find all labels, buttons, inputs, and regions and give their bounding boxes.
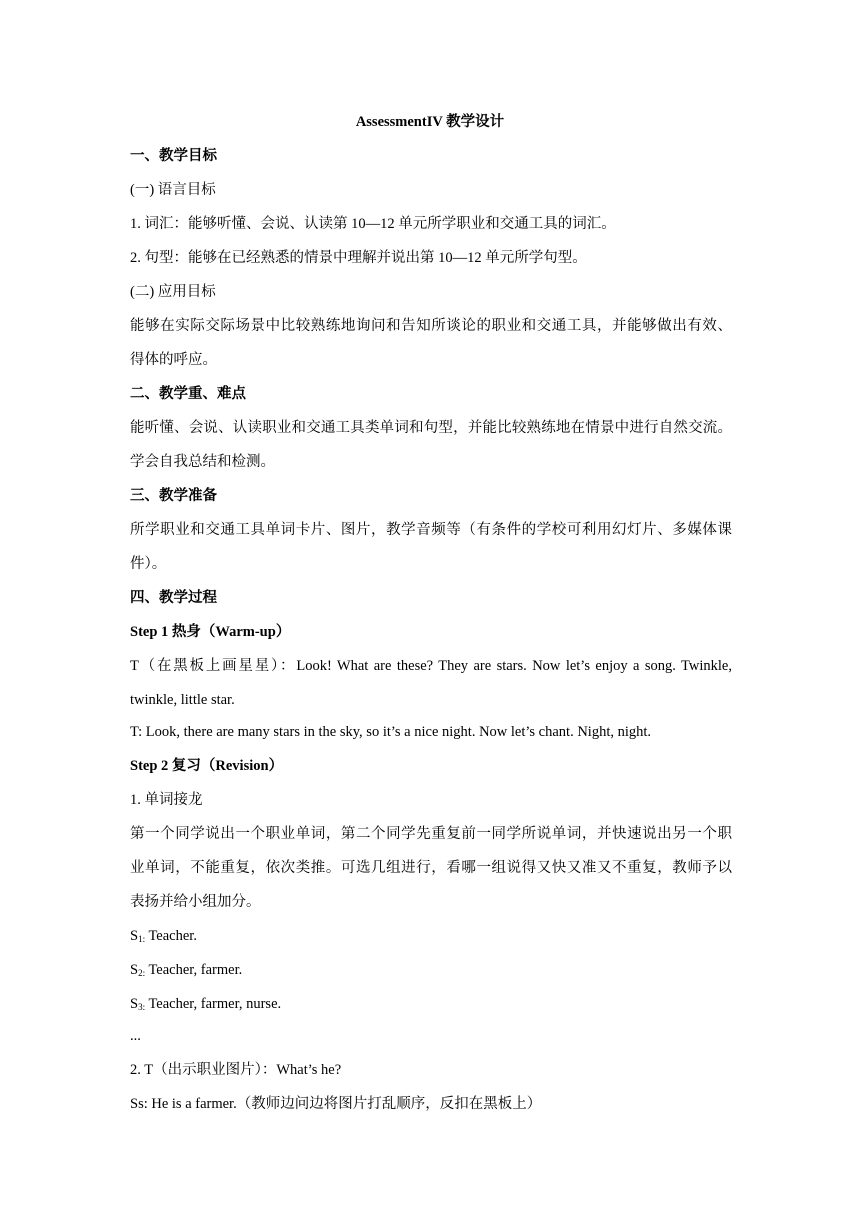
preparation-line-2: 件）。: [130, 556, 167, 572]
speaker-number: 1:: [138, 934, 146, 944]
step-1-heading: Step 1 热身（Warm-up）: [130, 624, 291, 640]
preparation-line-1: 所学职业和交通工具单词卡片、图片，教学音频等（有条件的学校可利用幻灯片、多媒体课: [130, 522, 732, 538]
key-points-line-1: 能听懂、会说、认读职业和交通工具类单词和句型，并能比较熟练地在情景中进行自然交流。: [130, 420, 732, 436]
step-1-teacher-chant: T: Look, there are many stars in the sky, so it’s a nice night. Now let’s chant. Night, night.: [130, 724, 652, 740]
subheading-application-goals: (二) 应用目标: [130, 284, 216, 300]
step-2-para-line-1: 第一个同学说出一个职业单词，第二个同学先重复前一同学所说单词，并快速说出另一个职: [130, 826, 732, 842]
subheading-language-goals: (一) 语言目标: [130, 182, 216, 198]
section-heading-key-points: 二、教学重、难点: [130, 386, 246, 402]
step-2-para-line-3: 表扬并给小组加分。: [130, 894, 261, 910]
document-title: AssessmentIV 教学设计: [355, 114, 505, 130]
section-heading-preparation: 三、教学准备: [130, 488, 217, 504]
section-heading-process: 四、教学过程: [130, 590, 217, 606]
student-2-line: [130, 960, 732, 983]
students-answer: Ss: He is a farmer.（教师边问边将图片打乱顺序，反扣在黑板上）: [130, 1096, 542, 1112]
objective-vocabulary: 1. 词汇：能够听懂、会说、认读第 10—12 单元所学职业和交通工具的词汇。: [130, 216, 616, 232]
step-1-teacher-line-2: twinkle, little star.: [130, 692, 235, 708]
student-1-text: Teacher.: [145, 928, 197, 944]
speaker-label: S: [130, 928, 139, 944]
ellipsis: ...: [130, 1028, 141, 1044]
student-3-text: Teacher, farmer, nurse.: [145, 996, 282, 1012]
speaker-label: S: [130, 996, 139, 1012]
section-heading-objectives: 一、教学目标: [130, 148, 217, 164]
speaker-number: 2:: [138, 968, 146, 978]
student-1-line: [130, 926, 732, 949]
application-goals-line-2: 得体的呼应。: [130, 352, 217, 368]
application-goals-line-1: 能够在实际交际场景中比较熟练地询问和告知所谈论的职业和交通工具，并能够做出有效、: [130, 318, 732, 334]
objective-sentence-patterns: 2. 句型：能够在已经熟悉的情景中理解并说出第 10—12 单元所学句型。: [130, 250, 587, 266]
step-2-item-1: 1. 单词接龙: [130, 792, 203, 808]
step-2-para-line-2: 业单词，不能重复，依次类推。可选几组进行，看哪一组说得又快又准又不重复，教师予以: [130, 860, 732, 876]
student-2-text: Teacher, farmer.: [145, 962, 243, 978]
speaker-number: 3:: [138, 1002, 146, 1012]
student-3-line: [130, 994, 732, 1017]
step-2-heading: Step 2 复习（Revision）: [130, 758, 284, 774]
key-points-line-2: 学会自我总结和检测。: [130, 454, 275, 470]
speaker-label: S: [130, 962, 139, 978]
step-1-teacher-line-1: T（在黑板上画星星）：Look! What are these? They are stars. Now let’s enjoy a song. Twinkle,: [130, 658, 732, 674]
step-2-item-2: 2. T（出示职业图片）：What’s he?: [130, 1062, 342, 1078]
